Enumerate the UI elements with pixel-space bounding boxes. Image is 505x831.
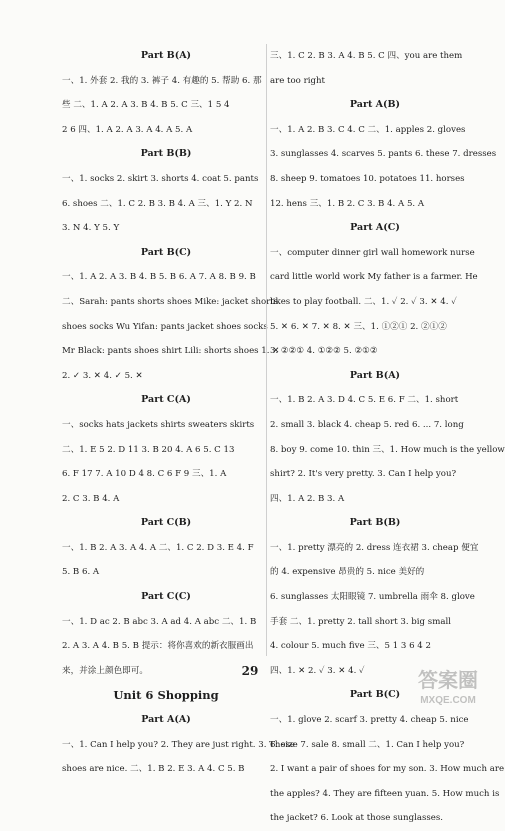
answer-line: 2 6 四、1. A 2. A 3. A 4. A 5. A [62,124,193,135]
answer-line: 四、1. ✕ 2. ✓ 3. ✕ 4. ✓ [270,665,365,676]
watermark-text: 答案圈 [418,670,478,692]
answer-line: 8. boy 9. come 10. thin 三、1. How much is the yellow [270,444,505,455]
answer-line: Mr Black: pants shoes shirt Lili: shorts shoes 1. ✕ [62,346,280,357]
answer-line: 一、1. D ac 2. B abc 3. A ad 4. A abc 二、1. B [62,616,257,627]
answer-line: 的 4. expensive 昂贵的 5. nice 美好的 [270,567,425,578]
answer-line: likes to play football. 二、1. ✓ 2. ✓ 3. ✕ 4. ✓ [270,296,457,307]
answer-line: 2. C 3. B 4. A [62,493,120,504]
right-column [270,44,505,831]
answer-line: 2. A 3. A 4. B 5. B 提示：将你喜欢的新衣服画出 [62,641,254,652]
answer-line: shirt? 2. It's very pretty. 3. Can I help you? [270,469,457,480]
answer-line: 3. sunglasses 4. scarves 5. pants 6. these 7. dresses [270,149,497,160]
section-heading: Part B(B) [349,517,401,529]
answer-line: 一、1. pretty 漂亮的 2. dress 连衣裙 3. cheap 便宜 [270,542,479,553]
section-heading: Part B(C) [349,689,401,701]
answer-line: 2. small 3. black 4. cheap 5. red 6. ... 7. long [270,419,464,430]
answer-line: 8. sheep 9. tomatoes 10. potatoes 11. horses [270,173,465,184]
answer-line: 二、Sarah: pants shorts shoes Mike: jacket shorts [62,296,279,307]
watermark-logo [404,663,492,709]
answer-line: 一、1. Can I help you? 2. They are just right. 3. These [62,739,296,750]
page-number: 29 [241,664,259,678]
answer-line: 5. B 6. A [62,567,100,578]
answer-line: 三、1. C 2. B 3. A 4. B 5. C 四、you are them [270,51,463,61]
unit-title: Unit 6 Shopping [113,688,219,703]
answer-line: card little world work My father is a farmer. He [270,272,478,283]
section-heading: Part B(B) [140,148,192,160]
section-heading: Part A(B) [349,99,401,111]
answer-line: 6. F 17 7. A 10 D 4 8. C 6 F 9 三、1. A [62,469,227,480]
answer-line: the jacket? 6. Look at those sunglasses. [270,813,444,824]
answer-line: 二、1. E 5 2. D 11 3. B 20 4. A 6 5. C 13 [62,444,235,455]
answer-line: are too right [270,75,325,86]
answer-line: shoes are nice. 二、1. B 2. E 3. A 4. C 5. B [62,764,245,775]
answer-line: 一、socks hats jackets shirts sweaters skirts [62,419,255,430]
answer-line: 一、1. B 2. A 3. A 4. A 二、1. C 2. D 3. E 4. F [62,542,254,553]
answer-line: 一、1. 外套 2. 我的 3. 裤子 4. 有趣的 5. 帮助 6. 那 [62,75,262,86]
answer-line: 一、1. socks 2. skirt 3. shorts 4. coat 5. pants [62,173,259,184]
answer-line: 来，并涂上颜色即可。 [62,665,148,676]
answer-line: 一、1. A 2. A 3. B 4. B 5. B 6. A 7. A 8. B 9. B [62,272,256,283]
section-heading: Part C(C) [141,591,191,603]
answer-line: 一、computer dinner girl wall homework nurse [270,247,475,258]
answer-line: 6. size 7. sale 8. small 二、1. Can I help you? [270,739,465,750]
answer-line: 12. hens 三、1. B 2. C 3. B 4. A 5. A [270,198,425,209]
answer-line: 些 二、1. A 2. A 3. B 4. B 5. C 三、1 5 4 [62,100,230,111]
answer-line: 一、1. B 2. A 3. D 4. C 5. E 6. F 二、1. short [270,395,459,406]
answer-line: 手套 二、1. pretty 2. tall short 3. big small [270,616,451,627]
answer-line: 4. colour 5. much five 三、5 1 3 6 4 2 [270,641,431,652]
answer-line: 6. sunglasses 太阳眼镜 7. umbrella 雨伞 8. glove [270,592,475,603]
column-divider [266,44,267,656]
section-heading: Part C(A) [141,394,191,406]
answer-line: 2. I want a pair of shoes for my son. 3. How much are [270,764,505,775]
section-heading: Part C(B) [140,517,192,529]
answer-line: 一、1. A 2. B 3. C 4. C 二、1. apples 2. gloves [270,124,466,135]
watermark-url: MXQE.COM [420,695,476,706]
answer-line: 四、1. A 2. B 3. A [270,493,345,504]
answer-line: the apples? 4. They are fifteen yuan. 5. How much is [270,788,500,799]
section-heading: Part B(A) [349,369,401,381]
answer-line: 2. ✓ 3. ✕ 4. ✓ 5. ✕ [62,370,143,381]
section-heading: Part A(A) [141,714,191,726]
answer-line: 一、1. glove 2. scarf 3. pretty 4. cheap 5. nice [270,715,469,726]
answer-line: 5. ✕ 6. ✕ 7. ✕ 8. ✕ 三、1. ①②① 2. ②①② [270,321,447,332]
answer-line: shoes socks Wu Yifan: pants jacket shoes socks [62,321,268,332]
section-heading: Part A(C) [350,222,400,234]
section-heading: Part B(C) [140,246,192,258]
answer-line: 3. N 4. Y 5. Y [62,223,120,234]
answer-line: 3. ②②① 4. ①②② 5. ②①② [270,346,378,357]
section-heading: Part B(A) [140,50,192,61]
answer-line: 6. shoes 二、1. C 2. B 3. B 4. A 三、1. Y 2. N [62,198,253,209]
